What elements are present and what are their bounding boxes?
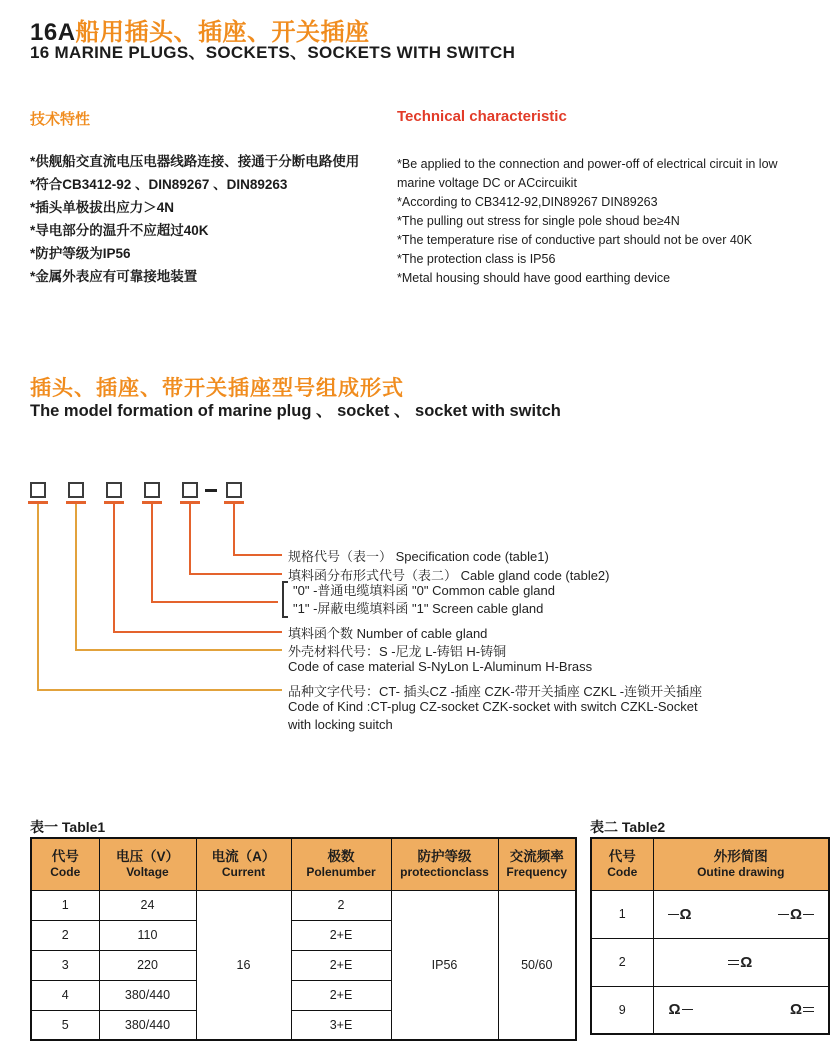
table2-header-row — [591, 838, 829, 890]
label-specification-code: 规格代号（表一） Specification code (table1) — [288, 549, 549, 564]
label-case-material-en: Code of case material S-NyLon L-Aluminum H-Brass — [288, 659, 593, 674]
gland-lead-line — [728, 960, 739, 965]
gland-lead-line — [803, 1007, 814, 1012]
tech-list-cn — [30, 150, 395, 288]
table2-caption: 表二 Table2 — [590, 819, 666, 835]
connector-line — [113, 631, 282, 633]
table2-header-drawing: 外形简图 Outine drawing — [653, 838, 829, 890]
tech-item-en: *Metal housing should have good earthing device — [397, 271, 671, 285]
connector-line — [189, 504, 191, 573]
connector-line — [151, 601, 278, 603]
table1-header-protection: 防护等级 protectionclass — [391, 838, 498, 890]
model-code-box — [68, 482, 84, 498]
gland-body-icon: Ω — [789, 905, 802, 923]
page-subtitle: 16 MARINE PLUGS、SOCKETS、SOCKETS WITH SWITCH — [30, 43, 516, 62]
table-row — [31, 890, 576, 920]
table1-specification — [30, 837, 577, 1041]
gland-body-icon: Ω — [789, 1001, 802, 1019]
cell-code: 9 — [591, 986, 653, 1034]
gland-lead-line — [803, 914, 814, 915]
gland-outline-icon — [789, 1002, 814, 1017]
label-kind-code-en2: with locking suitch — [288, 717, 393, 732]
table1-header-polenumber: 极数 Polenumber — [291, 838, 391, 890]
table1-header-code: 代号 Code — [31, 838, 99, 890]
cell-code: 2 — [591, 938, 653, 986]
model-code-box — [226, 482, 242, 498]
tech-heading-en: Technical characteristic — [397, 108, 567, 125]
cell-pole: 2+E — [291, 980, 391, 1010]
table1-caption: 表一 Table1 — [30, 819, 106, 835]
table-row — [591, 890, 829, 938]
label-cable-gland-code: 填料函分布形式代号（表二） Cable gland code (table2) — [288, 568, 610, 583]
label-screen-cable-gland: "1" -屏蔽电缆填料函 "1" Screen cable gland — [293, 601, 544, 616]
dash-separator — [205, 489, 217, 492]
model-code-box — [106, 482, 122, 498]
label-common-cable-gland: "0" -普通电缆填料函 "0" Common cable gland — [293, 583, 555, 598]
connector-line — [151, 504, 153, 601]
cell-outline-drawing — [653, 938, 829, 986]
table1-header-frequency: 交流频率 Frequency — [498, 838, 576, 890]
connector-line — [75, 649, 282, 651]
tech-item-en: *The temperature rise of conductive part should not be over 40K — [397, 233, 753, 247]
cell-voltage: 380/440 — [99, 980, 196, 1010]
cell-voltage: 24 — [99, 890, 196, 920]
table-row — [591, 986, 829, 1034]
cell-code: 1 — [591, 890, 653, 938]
tech-heading-cn: 技术特性 — [30, 111, 91, 128]
tech-item-en: *Be applied to the connection and power-off of electrical circuit in low marine voltage DC or ACcircuikit — [397, 157, 778, 190]
cell-pole: 2+E — [291, 950, 391, 980]
page-title-prefix: 16A — [30, 19, 76, 46]
gland-drawing-group — [668, 955, 815, 970]
gland-drawing-group — [668, 907, 815, 922]
tech-item-cn: *导电部分的温升不应超过40K — [30, 223, 209, 238]
tech-item-cn: *供舰船交直流电压电器线路连接、接通于分断电路使用 — [30, 154, 360, 169]
tech-item-cn: *防护等级为IP56 — [30, 246, 131, 261]
table2-outline-drawing — [590, 837, 830, 1035]
cell-pole: 2+E — [291, 920, 391, 950]
gland-body-icon: Ω — [679, 905, 692, 923]
gland-drawing-group — [668, 1002, 815, 1017]
table1-header-current: 电流（A） Current — [196, 838, 291, 890]
connector-line — [37, 504, 39, 689]
cell-pole: 2 — [291, 890, 391, 920]
cell-code: 2 — [31, 920, 99, 950]
gland-body-icon: Ω — [740, 953, 753, 971]
gland-body-icon: Ω — [668, 1001, 681, 1019]
cell-current-merged: 16 — [196, 890, 291, 1040]
table1-header-row — [31, 838, 576, 890]
connector-line — [233, 504, 235, 554]
table2-header-code: 代号 Code — [591, 838, 653, 890]
label-kind-code-cn: 品种文字代号：CT- 插头CZ -插座 CZK-带开关插座 CZKL -连锁开关插座 — [288, 684, 703, 699]
cell-outline-drawing — [653, 890, 829, 938]
connector-line — [37, 689, 282, 691]
model-code-box — [182, 482, 198, 498]
table1-header-voltage: 电压（V） Voltage — [99, 838, 196, 890]
bracket — [282, 581, 288, 618]
model-code-diagram — [30, 482, 814, 764]
cell-code: 1 — [31, 890, 99, 920]
tech-item-en: *The protection class is IP56 — [397, 252, 556, 266]
page-title-chinese: 船用插头、插座、开关插座 — [75, 19, 370, 46]
label-case-material-cn: 外壳材料代号：S -尼龙 L-铸铝 H-铸铜 — [288, 644, 507, 659]
cell-frequency-merged: 50/60 — [498, 890, 576, 1040]
tech-list-en — [397, 155, 817, 288]
tech-item-cn: *金属外表应有可靠接地装置 — [30, 269, 198, 284]
connector-line — [75, 504, 77, 649]
tech-item-cn: *插头单极拔出应力＞4N — [30, 200, 175, 215]
cell-code: 4 — [31, 980, 99, 1010]
model-code-box — [144, 482, 160, 498]
table-row — [591, 938, 829, 986]
gland-lead-line — [682, 1009, 693, 1010]
cell-voltage: 380/440 — [99, 1010, 196, 1040]
gland-lead-line — [668, 914, 679, 915]
connector-line — [233, 554, 282, 556]
cell-voltage: 110 — [99, 920, 196, 950]
gland-outline-icon — [668, 1002, 693, 1017]
model-heading-cn: 插头、插座、带开关插座型号组成形式 — [30, 377, 404, 400]
model-heading-en: The model formation of marine plug 、 socket 、 socket with switch — [30, 402, 561, 420]
tech-item-cn: *符合CB3412-92 、DIN89267 、DIN89263 — [30, 177, 288, 192]
connector-line — [113, 504, 115, 631]
cell-outline-drawing — [653, 986, 829, 1034]
cell-code: 5 — [31, 1010, 99, 1040]
label-kind-code-en: Code of Kind :CT-plug CZ-socket CZK-socket with switch CZKL-Socket — [288, 699, 698, 714]
label-gland-count: 填料函个数 Number of cable gland — [288, 626, 488, 641]
gland-outline-icon — [728, 955, 753, 970]
gland-outline-icon — [778, 907, 814, 922]
cell-pole: 3+E — [291, 1010, 391, 1040]
cell-code: 3 — [31, 950, 99, 980]
cell-voltage: 220 — [99, 950, 196, 980]
cell-protection-merged: IP56 — [391, 890, 498, 1040]
tech-item-en: *The pulling out stress for single pole shoud be≥4N — [397, 214, 680, 228]
connector-line — [189, 573, 282, 575]
gland-lead-line — [778, 914, 789, 915]
gland-outline-icon — [668, 907, 693, 922]
tech-item-en: *According to CB3412-92,DIN89267 DIN89263 — [397, 195, 658, 209]
model-code-box — [30, 482, 46, 498]
